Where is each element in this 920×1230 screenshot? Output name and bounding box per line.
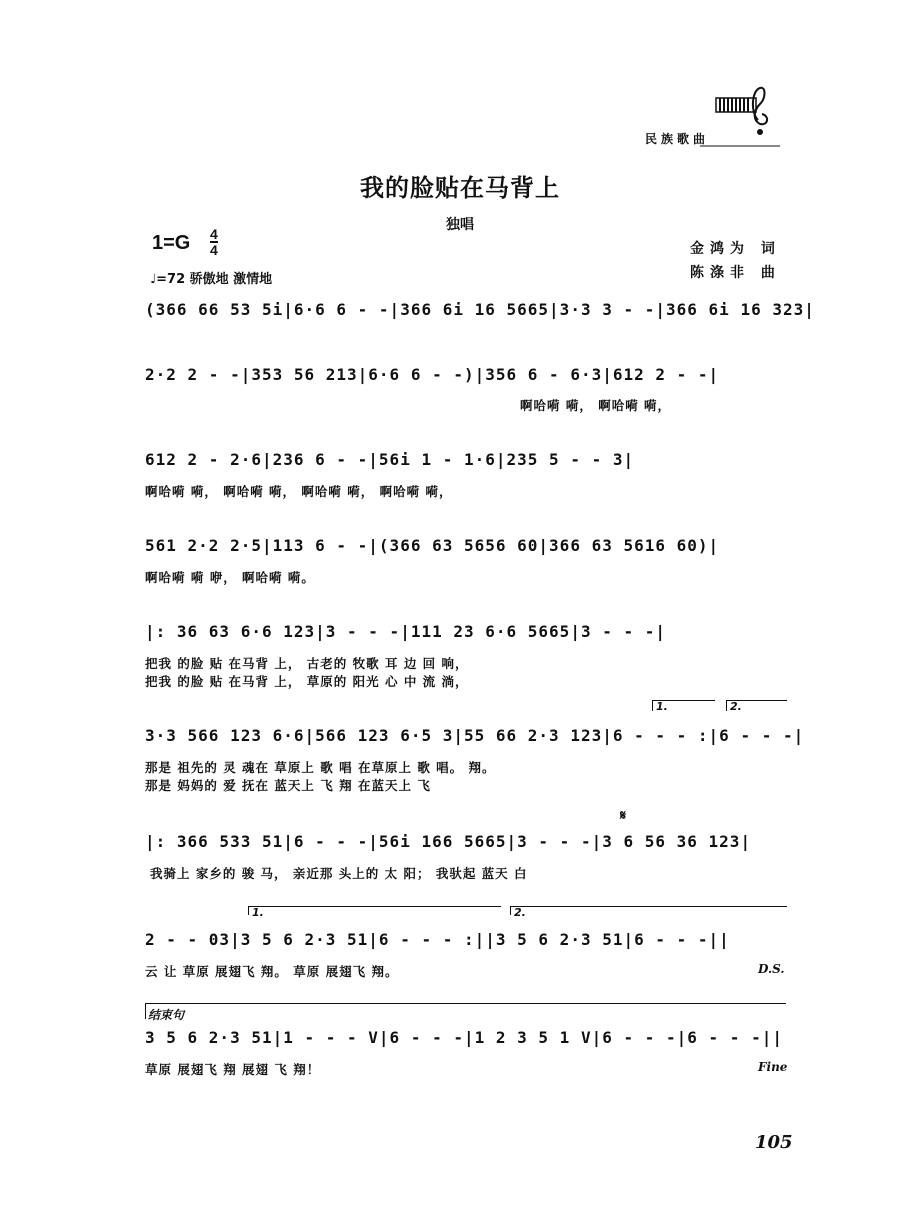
ending-label: 2.	[730, 700, 742, 713]
ending-label: 1.	[252, 906, 264, 919]
score-line: 2 - - 03|3 5 6 2·3 51|6 - - - :||3 5 6 2·3 51|6 - - -||	[145, 930, 730, 949]
ending-bracket	[510, 906, 787, 915]
ending-label: 2.	[514, 906, 526, 919]
song-title: 我的脸贴在马背上	[360, 173, 560, 202]
time-signature	[210, 227, 218, 257]
coda-box-top	[145, 1003, 786, 1006]
lyric-line: 云 让 草原 展翅飞 翔。 草原 展翅飞 翔。	[145, 964, 399, 979]
lyric-line: 我骑上 家乡的 骏 马， 亲近那 头上的 太 阳； 我驮起 蓝天 白	[150, 866, 528, 881]
lyric-line: 啊哈嗬 嗬， 啊哈嗬 嗬， 啊哈嗬 嗬， 啊哈嗬 嗬，	[145, 484, 453, 499]
coda-box-left	[145, 1003, 146, 1019]
ds-marking: D.S.	[758, 962, 785, 976]
segno-sign: 𝄋	[620, 808, 627, 824]
score-line: 3 5 6 2·3 51|1 - - - V|6 - - -|1 2 3 5 1 V|6 - - -|6 - - -||	[145, 1028, 783, 1047]
key-signature: 1=G	[152, 232, 191, 254]
page-number: 105	[755, 1132, 793, 1153]
category-label: 民族歌曲	[645, 132, 710, 146]
score-line: (366 66 53 5i|6·6 6 - -|366 6i 16 5665|3·3 3 - -|366 6i 16 323|	[145, 300, 815, 319]
lyric-line: 那是 祖先的 灵 魂在 草原上 歌 唱 在草原上 歌 唱。 翔。	[145, 760, 496, 775]
coda-label: 结束句	[148, 1008, 185, 1022]
lyric-line: 草原 展翅飞 翔 展翅 飞 翔！	[145, 1062, 321, 1077]
score-line: 3·3 566 123 6·6|566 123 6·5 3|55 66 2·3 123|6 - - - :|6 - - -|	[145, 726, 805, 745]
lyric-line: 啊哈嗬 嗬， 啊哈嗬 嗬，	[520, 398, 672, 413]
music-emblem-icon	[700, 80, 780, 150]
lyricist-credit: 金鸿为 词	[690, 241, 781, 257]
tempo-marking: ♩=72 骄傲地 激情地	[150, 272, 273, 287]
time-signature-top: 4	[210, 226, 218, 242]
ending-bracket	[248, 906, 501, 915]
score-line: |: 366 533 51|6 - - -|56i 166 5665|3 - - -|3 6 56 36 123|	[145, 832, 752, 851]
score-line: 2·2 2 - -|353 56 213|6·6 6 - -)|356 6 - 6·3|612 2 - -|	[145, 365, 720, 384]
score-line: |: 36 63 6·6 123|3 - - -|111 23 6·6 5665|3 - - -|	[145, 622, 667, 641]
lyric-line: 把我 的脸 贴 在马背 上， 古老的 牧歌 耳 边 回 响，	[145, 656, 469, 671]
score-line: 612 2 - 2·6|236 6 - -|56i 1 - 1·6|235 5 - - 3|	[145, 450, 635, 469]
song-subtitle: 独唱	[446, 217, 474, 233]
score-line: 561 2·2 2·5|113 6 - -|(366 63 5656 60|366 63 5616 60)|	[145, 536, 720, 555]
composer-credit: 陈涤非 曲	[690, 265, 781, 281]
lyric-line: 那是 妈妈的 爱 抚在 蓝天上 飞 翔 在蓝天上 飞	[145, 778, 431, 793]
lyric-line: 啊哈嗬 嗬 咿， 啊哈嗬 嗬。	[145, 570, 315, 585]
ending-label: 1.	[656, 700, 668, 713]
fine-marking: Fine	[758, 1060, 788, 1074]
time-signature-bottom: 4	[210, 242, 218, 258]
lyric-line: 把我 的脸 贴 在马背 上， 草原的 阳光 心 中 流 淌，	[145, 674, 469, 689]
